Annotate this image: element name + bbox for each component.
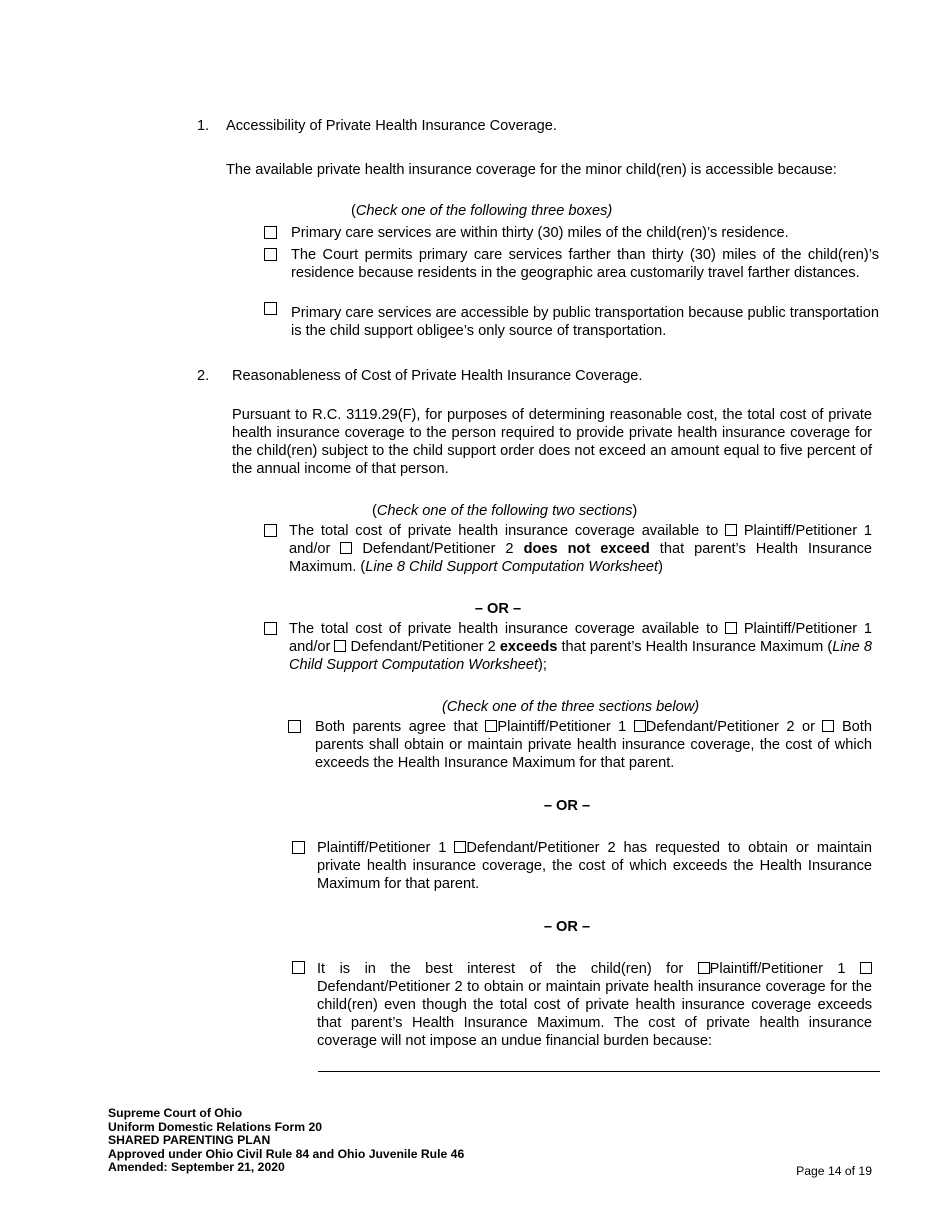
or-separator-3: – OR – (543, 919, 591, 935)
defendant-petitioner-2-checkbox[interactable] (334, 640, 346, 652)
parents-agree-t2: Plaintiff/Petitioner 1 (497, 719, 627, 735)
instruction-text: Check one of the following three boxes) (355, 203, 613, 219)
defendant-petitioner-2-checkbox[interactable] (860, 962, 872, 974)
page-number: Page 14 of 19 (796, 1164, 872, 1178)
cost-not-exceed-bold: does not exceed (523, 541, 650, 557)
parents-agree-checkbox[interactable] (288, 720, 301, 733)
parents-agree-t1: Both parents agree that (315, 719, 478, 735)
cost-exceeds-text (289, 620, 872, 674)
instruction-open-paren: ( (351, 203, 356, 219)
parents-agree-t3: Defendant/Petitioner 2 or (645, 719, 815, 735)
undue-burden-reason-line[interactable] (318, 1056, 880, 1072)
section-1-intro: The available private health insurance coverage for the minor child(ren) is accessible because: (226, 162, 837, 178)
defendant-petitioner-2-checkbox[interactable] (634, 720, 646, 732)
accessibility-option-1-label: Primary care services are within thirty (30) miles of the child(ren)’s residence. (291, 225, 789, 241)
parents-agree-t4: Both parents shall obtain or maintain private health insurance coverage, the cost of which exceeds the Health Insurance Maximum for that parent. (315, 719, 872, 771)
both-parents-checkbox[interactable] (822, 720, 834, 732)
sub-instruction: (Check one of the three sections below) (442, 699, 700, 715)
section-2-title: Reasonableness of Cost of Private Health Insurance Coverage. (232, 368, 643, 384)
footer-block (108, 1107, 464, 1175)
instruction-close-paren: ) (632, 503, 638, 519)
cost-exceeds-t1: The total cost of private health insurance coverage available to (289, 621, 719, 637)
cost-not-exceed-t5: ) (658, 559, 663, 575)
requested-coverage-t1: Plaintiff/Petitioner 1 (317, 840, 447, 856)
cost-exceeds-t4: that parent’s Health Insurance Maximum ( (561, 639, 833, 655)
section-2-intro: Pursuant to R.C. 3119.29(F), for purposes of determining reasonable cost, the total cost of private health insurance coverage to the person required to provide private health insurance coverage for the child(ren) subject to the child support order does not exceed an amount equal to five percent of the annual income of that person. (232, 407, 872, 477)
plaintiff-petitioner-1-checkbox[interactable] (725, 622, 737, 634)
cost-not-exceed-t3: Defendant/Petitioner 2 (362, 541, 514, 557)
defendant-petitioner-2-checkbox[interactable] (340, 542, 352, 554)
section-1-number: 1. (197, 118, 210, 134)
accessibility-option-3-label: Primary care services are accessible by public transportation because public transportation is the child support obligee’s only source of transportation. (291, 305, 879, 339)
plaintiff-petitioner-1-checkbox[interactable] (485, 720, 497, 732)
section-2-number: 2. (197, 368, 210, 384)
footer-plan-title: SHARED PARENTING PLAN (108, 1133, 271, 1148)
best-interest-checkbox[interactable] (292, 961, 305, 974)
cost-not-exceed-checkbox[interactable] (264, 524, 277, 537)
section-2-instruction (372, 502, 637, 520)
cost-not-exceed-t4: that parent’s Health Insurance Maximum. ( (289, 541, 873, 575)
instruction-open-paren: ( (372, 503, 377, 519)
or-separator-2: – OR – (543, 798, 591, 814)
cost-exceeds-t5: ); (538, 657, 547, 673)
best-interest-t1: It is in the best interest of the child(ren) for (317, 961, 684, 977)
cost-exceeds-t2: Plaintiff/Petitioner 1 and/or (289, 621, 872, 655)
best-interest-t2: Plaintiff/Petitioner 1 (709, 961, 846, 977)
requested-coverage-checkbox[interactable] (292, 841, 305, 854)
footer-amended: Amended: September 21, 2020 (108, 1160, 285, 1175)
best-interest-text (317, 960, 872, 1050)
accessibility-option-2-checkbox[interactable] (264, 248, 277, 261)
parents-agree-text (315, 718, 872, 772)
plaintiff-petitioner-1-checkbox[interactable] (698, 962, 710, 974)
cost-not-exceed-t2: Plaintiff/Petitioner 1 and/or (289, 523, 872, 557)
best-interest-t3: Defendant/Petitioner 2 to obtain or maintain private health insurance coverage for the child(ren) even though the total cost of private health insurance coverage exceeds that parent’s Health Insurance Maximum. The cost of private health insurance coverage will not impose an undue financial burden because: (317, 979, 872, 1049)
cost-exceeds-bold: exceeds (499, 639, 558, 655)
footer-court: Supreme Court of Ohio (108, 1106, 243, 1120)
section-1-instruction (351, 202, 612, 220)
cost-exceeds-t3: Defendant/Petitioner 2 (350, 639, 496, 655)
cost-exceeds-checkbox[interactable] (264, 622, 277, 635)
requested-coverage-text (317, 839, 872, 893)
accessibility-option-2-label: The Court permits primary care services farther than thirty (30) miles of the child(ren)’s residence because residents in the geographic area customarily travel farther distances. (291, 247, 879, 281)
instruction-text: Check one of the following two sections (376, 503, 633, 519)
accessibility-option-1-checkbox[interactable] (264, 226, 277, 239)
footer-form-name: Uniform Domestic Relations Form 20 (108, 1119, 323, 1134)
footer-approval: Approved under Ohio Civil Rule 84 and Ohio Juvenile Rule 46 (108, 1146, 465, 1161)
cost-not-exceed-text (289, 522, 872, 576)
worksheet-reference: Line 8 Child Support Computation Worksheet (289, 639, 872, 673)
accessibility-option-3-checkbox[interactable] (264, 302, 277, 315)
defendant-petitioner-2-checkbox[interactable] (454, 841, 466, 853)
section-1-title: Accessibility of Private Health Insurance Coverage. (226, 118, 557, 134)
plaintiff-petitioner-1-checkbox[interactable] (725, 524, 737, 536)
cost-not-exceed-t1: The total cost of private health insurance coverage available to (289, 523, 719, 539)
worksheet-reference: Line 8 Child Support Computation Worksheet (365, 559, 659, 575)
or-separator-1: – OR – (474, 601, 522, 617)
requested-coverage-t2: Defendant/Petitioner 2 has requested to obtain or maintain private health insurance coverage, the cost of which exceeds the Health Insurance Maximum for that parent. (317, 840, 872, 892)
